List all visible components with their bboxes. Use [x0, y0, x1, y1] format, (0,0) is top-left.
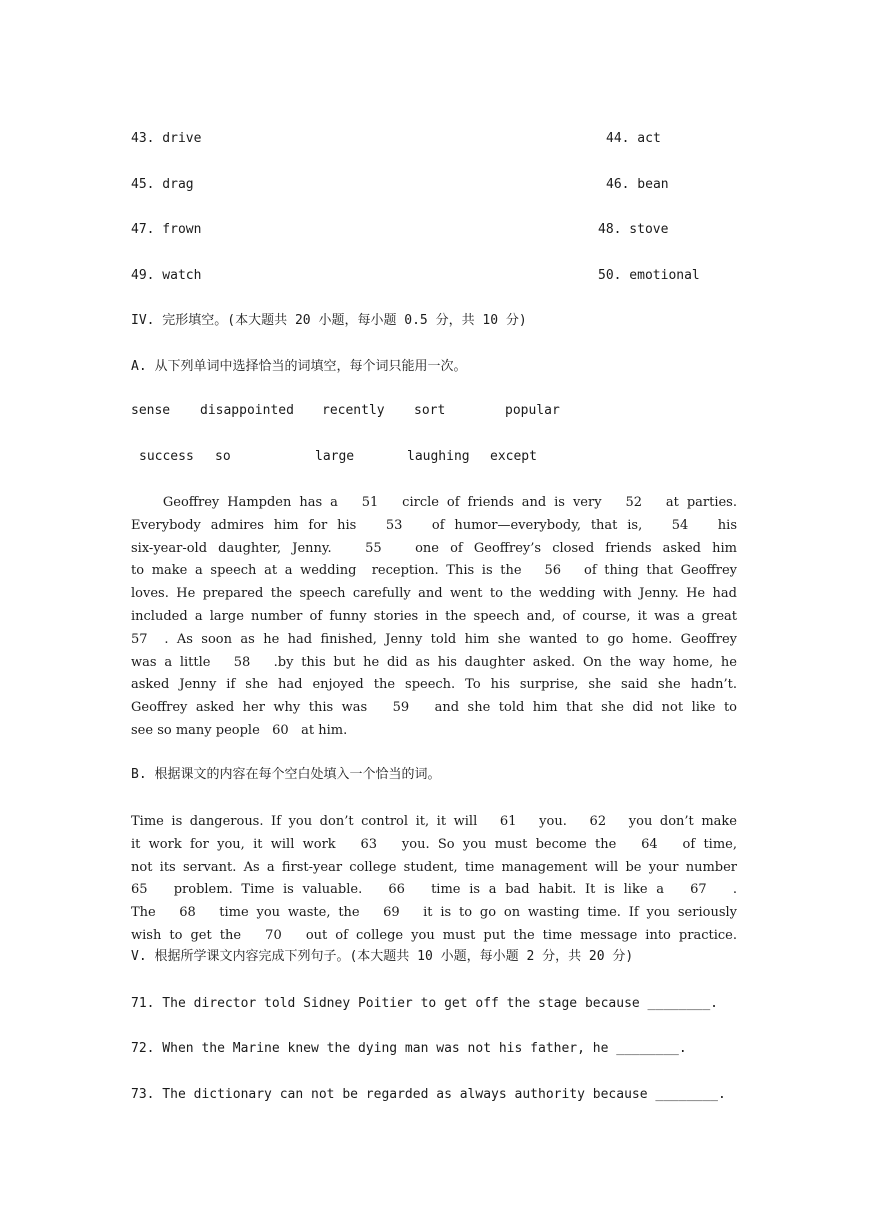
vocab-item-43: 43. drive [131, 131, 202, 146]
vocab-item-44: 44. act [606, 131, 661, 146]
word-bank-item: sort [414, 403, 446, 418]
section-iv-heading: IV. 完形填空。(本大题共 20 小题，每小题 0.5 分，共 10 分) [131, 313, 527, 328]
word-bank-item: success [139, 449, 194, 464]
passage-line: see so many people 60 at him. [131, 722, 348, 738]
passage-line: was a little 58 .by this but he did as his daughter asked. On the way home, he [131, 654, 737, 670]
part-b-passage [131, 811, 737, 948]
passage-line: 57 . As soon as he had finished, Jenny told him she wanted to go home. Geoffrey [131, 631, 737, 647]
vocab-item-46: 46. bean [606, 177, 669, 192]
passage-line: 65 problem. Time is valuable. 66 time is a bad habit. It is like a 67 . [131, 882, 737, 898]
passage-line: Geoffrey Hampden has a 51 circle of friends and is very 52 at parties. [131, 495, 737, 510]
question-72: 72. When the Marine knew the dying man was not his father, he ________. [131, 1041, 687, 1056]
vocab-item-48: 48. stove [598, 222, 669, 237]
word-bank-item: recently [322, 403, 385, 418]
passage-line: Time is dangerous. If you don’t control it, it will 61 you. 62 you don’t make [131, 814, 737, 829]
word-bank-item: popular [505, 403, 560, 418]
passage-line: wish to get the 70 out of college you must put the time message into practice. [131, 927, 737, 943]
question-71: 71. The director told Sidney Poitier to get off the stage because ________. [131, 996, 718, 1011]
passage-line: loves. He prepared the speech carefully and went to the wedding with Jenny. He had [131, 586, 737, 602]
part-b-instruction: B. 根据课文的内容在每个空白处填入一个恰当的词。 [131, 767, 441, 782]
passage-line: Everybody admires him for his 53 of humor—everybody, that is, 54 his [131, 517, 737, 533]
part-a-instruction: A. 从下列单词中选择恰当的词填空，每个词只能用一次。 [131, 359, 467, 374]
vocab-item-49: 49. watch [131, 268, 202, 283]
question-73: 73. The dictionary can not be regarded as always authority because ________. [131, 1087, 726, 1102]
passage-line: included a large number of funny stories in the speech and, of course, it was a great [131, 608, 737, 624]
passage-line: six-year-old daughter, Jenny. 55 one of Geoffrey’s closed friends asked him [131, 540, 737, 556]
word-bank-item: laughing [407, 449, 470, 464]
word-bank-item: so [215, 449, 231, 464]
word-bank-item: disappointed [200, 403, 294, 418]
word-bank-item: sense [131, 403, 171, 418]
passage-line: it work for you, it will work 63 you. So you must become the 64 of time, [131, 836, 737, 852]
passage-line: Geoffrey asked her why this was 59 and she told him that she did not like to [131, 700, 737, 716]
vocab-item-45: 45. drag [131, 177, 194, 192]
vocab-item-47: 47. frown [131, 222, 202, 237]
section-v-heading: V. 根据所学课文内容完成下列句子。(本大题共 10 小题，每小题 2 分，共 20 分) [131, 949, 634, 964]
word-bank-item: large [315, 449, 355, 464]
passage-line: not its servant. As a first-year college student, time management will be your number [131, 859, 737, 875]
passage-line: The 68 time you waste, the 69 it is to go on wasting time. If you seriously [131, 905, 737, 921]
passage-line: asked Jenny if she had enjoyed the speech. To his surprise, she said she hadn’t. [131, 677, 737, 693]
part-a-passage [131, 492, 737, 743]
passage-line: to make a speech at a wedding reception. This is the 56 of thing that Geoffrey [131, 563, 737, 579]
vocab-item-50: 50. emotional [598, 268, 700, 283]
word-bank-item: except [490, 449, 537, 464]
